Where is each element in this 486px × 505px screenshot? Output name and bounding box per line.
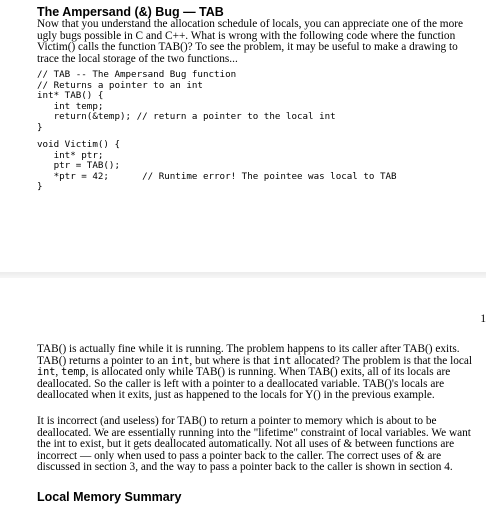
para1-text-d: , (55, 366, 62, 379)
code-block-tab: // TAB -- The Ampersand Bug function // Returns a pointer to an int int* TAB() { int temp; return(&temp); // return a pointer to the local int } (37, 69, 336, 133)
explanation-paragraph (37, 344, 477, 402)
next-section-heading: Local Memory Summary (37, 490, 182, 504)
para1-text-e: , is allocated only while TAB() is running. When TAB() exits, all of its locals are deallocated. So the caller is left with a pointer to a deallocated variable. TAB()'s locals are deallocated when it exits, just as happened to the locals for Y() in the previous example. (37, 366, 451, 402)
section-heading: The Ampersand (&) Bug — TAB (37, 5, 224, 19)
intro-paragraph: Now that you understand the allocation schedule of locals, you can appreciate one of the more ugly bugs possible in C and C++. What is wrong with the following code where the function Victim() calls the function TAB()? To see the problem, it may be useful to make a drawing to trace the local storage of the two functions... (37, 18, 463, 65)
para1-text-a: TAB() is actually fine while it is running. The problem happens to its caller after TAB() exits. TAB() returns a pointer to an (37, 343, 460, 367)
inline-code-int-1: int (171, 355, 190, 367)
inline-code-temp: temp (61, 367, 86, 379)
page-number: 1 (480, 313, 486, 325)
code-block-victim: void Victim() { int* ptr; ptr = TAB(); *ptr = 42; // Runtime error! The pointee was local to TAB } (37, 139, 397, 192)
page-break (0, 272, 486, 278)
inline-code-int-2: int (272, 355, 292, 367)
para1-text-b: , but where is that (189, 354, 273, 367)
para1-text-c: allocated? The problem is that the local (291, 354, 473, 367)
lifetime-paragraph: It is incorrect (and useless) for TAB() to return a pointer to memory which is about to be deallocated. We are essentially running into the "lifetime" constraint of local variables. We want the int to exist, but it gets deallocated automatically. Not all uses of & between functions are incorrect — only when used to pass a pointer back to the caller. The correct uses of & are discussed in section 3, and the way to pass a pointer back to the caller is shown in section 4. (37, 415, 471, 474)
inline-code-int-3: int (37, 367, 56, 379)
